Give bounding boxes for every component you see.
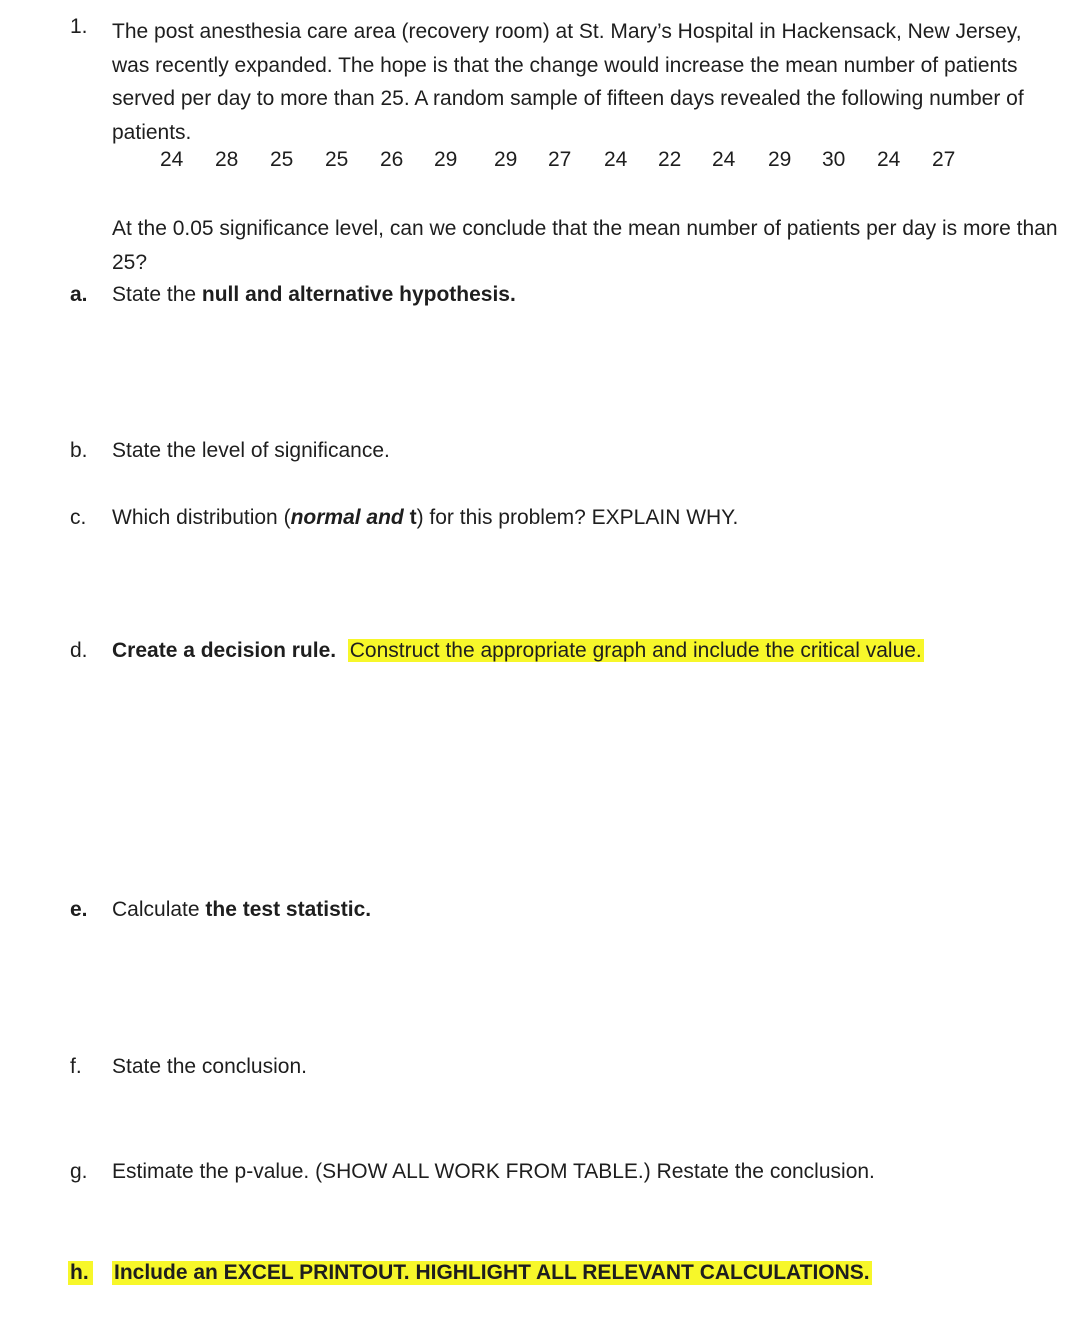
question-prompt: At the 0.05 significance level, can we conclude that the mean number of patients per day is more than 25? bbox=[112, 217, 1058, 274]
highlighted-text: Include an EXCEL PRINTOUT. HIGHLIGHT ALL RELEVANT CALCULATIONS. bbox=[114, 1261, 870, 1284]
data-value: 30 bbox=[822, 148, 846, 171]
data-value: 24 bbox=[877, 148, 901, 171]
part-letter: e. bbox=[70, 898, 88, 921]
question-number: 1. bbox=[70, 15, 88, 38]
part-text-bold: Create a decision rule. bbox=[112, 639, 337, 662]
part-text-bold: null and alternative hypothesis. bbox=[201, 283, 516, 306]
data-value: 24 bbox=[160, 148, 184, 171]
part-text-bold: the test statistic. bbox=[205, 898, 372, 921]
data-value: 24 bbox=[604, 148, 628, 171]
part-text bbox=[112, 506, 738, 530]
data-value: 27 bbox=[548, 148, 572, 171]
data-value: 27 bbox=[932, 148, 956, 171]
data-value: 26 bbox=[380, 148, 404, 171]
part-text-plain: State the bbox=[112, 283, 202, 306]
part-letter: c. bbox=[70, 506, 87, 529]
part-letter: g. bbox=[70, 1160, 88, 1183]
part-letter: f. bbox=[70, 1055, 82, 1078]
part-text bbox=[112, 898, 371, 922]
part-text-plain: ) for this problem? EXPLAIN WHY. bbox=[416, 506, 739, 529]
part-text-bold: t bbox=[409, 506, 417, 529]
part-letter: d. bbox=[70, 639, 88, 662]
part-text bbox=[112, 639, 924, 663]
data-value: 29 bbox=[434, 148, 458, 171]
data-value: 25 bbox=[270, 148, 294, 171]
part-text-plain: Which distribution ( bbox=[112, 506, 291, 529]
part-letter: h. bbox=[68, 1261, 93, 1285]
part-letter: a. bbox=[70, 283, 88, 306]
data-value: 28 bbox=[215, 148, 239, 171]
data-value: 22 bbox=[658, 148, 682, 171]
part-letter: b. bbox=[70, 439, 88, 462]
data-value: 25 bbox=[325, 148, 349, 171]
part-text: State the conclusion. bbox=[112, 1055, 307, 1078]
data-value: 24 bbox=[712, 148, 736, 171]
part-text bbox=[112, 283, 516, 307]
data-value: 29 bbox=[768, 148, 792, 171]
part-text-bold-italic: normal and bbox=[290, 506, 410, 529]
part-text: Estimate the p-value. (SHOW ALL WORK FROM TABLE.) Restate the conclusion. bbox=[112, 1160, 875, 1183]
part-text: State the level of significance. bbox=[112, 439, 390, 462]
data-value: 29 bbox=[494, 148, 518, 171]
question-text: The post anesthesia care area (recovery room) at St. Mary’s Hospital in Hackensack, New Jersey, was recently expanded. The hope is that the change would increase the mean number of patients served per day to more than 25. A random sample of fifteen days revealed the following number of patients. bbox=[112, 20, 1024, 144]
highlighted-text: Construct the appropriate graph and include the critical value. bbox=[349, 639, 922, 662]
part-text-plain: Calculate bbox=[112, 898, 206, 921]
